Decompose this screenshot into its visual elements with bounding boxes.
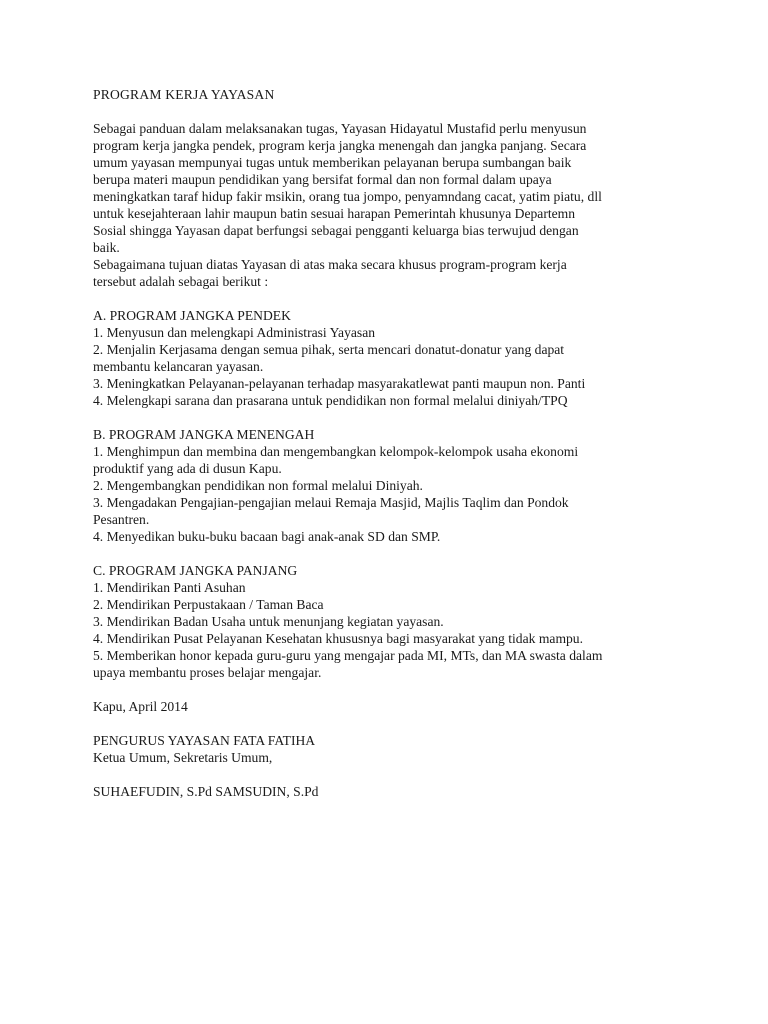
list-item: 4. Menyedikan buku-buku bacaan bagi anak-anak SD dan SMP.	[93, 529, 441, 544]
intro-line: meningkatkan taraf hidup fakir msikin, orang tua jompo, penyamndang cacat, yatim piatu, dll	[93, 189, 602, 204]
list-item: 1. Mendirikan Panti Asuhan	[93, 580, 246, 595]
list-item: 4. Mendirikan Pusat Pelayanan Kesehatan khususnya bagi masyarakat yang tidak mampu.	[93, 631, 584, 646]
list-item: upaya membantu proses belajar mengajar.	[93, 665, 322, 680]
intro-line: Sebagai panduan dalam melaksanakan tugas, Yayasan Hidayatul Mustafid perlu menyusun	[93, 121, 587, 136]
spacer	[93, 409, 693, 426]
section-short-term	[93, 307, 693, 409]
organization-name: PENGURUS YAYASAN FATA FATIHA	[93, 733, 316, 748]
list-item: membantu kelancaran yayasan.	[93, 359, 264, 374]
place-date: Kapu, April 2014	[93, 699, 188, 714]
spacer	[93, 290, 693, 307]
list-item: 3. Mendirikan Badan Usaha untuk menunjang kegiatan yayasan.	[93, 614, 444, 629]
list-item: 2. Menjalin Kerjasama dengan semua pihak, serta mencari donatut-donatur yang dapat	[93, 342, 565, 357]
section-heading: B. PROGRAM JANGKA MENENGAH	[93, 427, 315, 442]
list-item: 2. Mengembangkan pendidikan non formal melalui Diniyah.	[93, 478, 423, 493]
intro-line: berupa materi maupun pendidikan yang bersifat formal dan non formal dalam upaya	[93, 172, 552, 187]
document-page	[93, 86, 693, 800]
list-item: 4. Melengkapi sarana dan prasarana untuk pendidikan non formal melalui diniyah/TPQ	[93, 393, 568, 408]
signatory-names: SUHAEFUDIN, S.Pd SAMSUDIN, S.Pd	[93, 784, 319, 799]
list-item: 3. Mengadakan Pengajian-pengajian melaui Remaja Masjid, Majlis Taqlim dan Pondok	[93, 495, 569, 510]
section-long-term	[93, 562, 693, 681]
intro-line: untuk kesejahteraan lahir maupun batin sesuai harapan Pemerintah khusunya Departemn	[93, 206, 576, 221]
list-item: 1. Menghimpun dan membina dan mengembangkan kelompok-kelompok usaha ekonomi	[93, 444, 579, 459]
signature-positions: Ketua Umum, Sekretaris Umum,	[93, 750, 273, 765]
section-heading: A. PROGRAM JANGKA PENDEK	[93, 308, 291, 323]
document-title: PROGRAM KERJA YAYASAN	[93, 87, 275, 102]
spacer	[93, 715, 693, 732]
intro-paragraph	[93, 120, 693, 290]
spacer	[93, 681, 693, 698]
intro-line: tersebut adalah sebagai berikut :	[93, 274, 269, 289]
intro-line: baik.	[93, 240, 120, 255]
list-item: 5. Memberikan honor kepada guru-guru yang mengajar pada MI, MTs, dan MA swasta dalam	[93, 648, 603, 663]
section-medium-term	[93, 426, 693, 545]
intro-line: Sebagaimana tujuan diatas Yayasan di atas maka secara khusus program-program kerja	[93, 257, 567, 272]
list-item: 3. Meningkatkan Pelayanan-pelayanan terhadap masyarakatlewat panti maupun non. Panti	[93, 376, 586, 391]
list-item: produktif yang ada di dusun Kapu.	[93, 461, 282, 476]
spacer	[93, 103, 693, 120]
section-heading: C. PROGRAM JANGKA PANJANG	[93, 563, 298, 578]
spacer	[93, 766, 693, 783]
intro-line: program kerja jangka pendek, program kerja jangka menengah dan jangka panjang. Secara	[93, 138, 587, 153]
list-item: 1. Menyusun dan melengkapi Administrasi Yayasan	[93, 325, 376, 340]
list-item: 2. Mendirikan Perpustakaan / Taman Baca	[93, 597, 324, 612]
intro-line: umum yayasan mempunyai tugas untuk memberikan pelayanan berupa sumbangan baik	[93, 155, 572, 170]
spacer	[93, 545, 693, 562]
intro-line: Sosial shingga Yayasan dapat berfungsi sebagai pengganti keluarga bias terwujud dengan	[93, 223, 579, 238]
list-item: Pesantren.	[93, 512, 150, 527]
